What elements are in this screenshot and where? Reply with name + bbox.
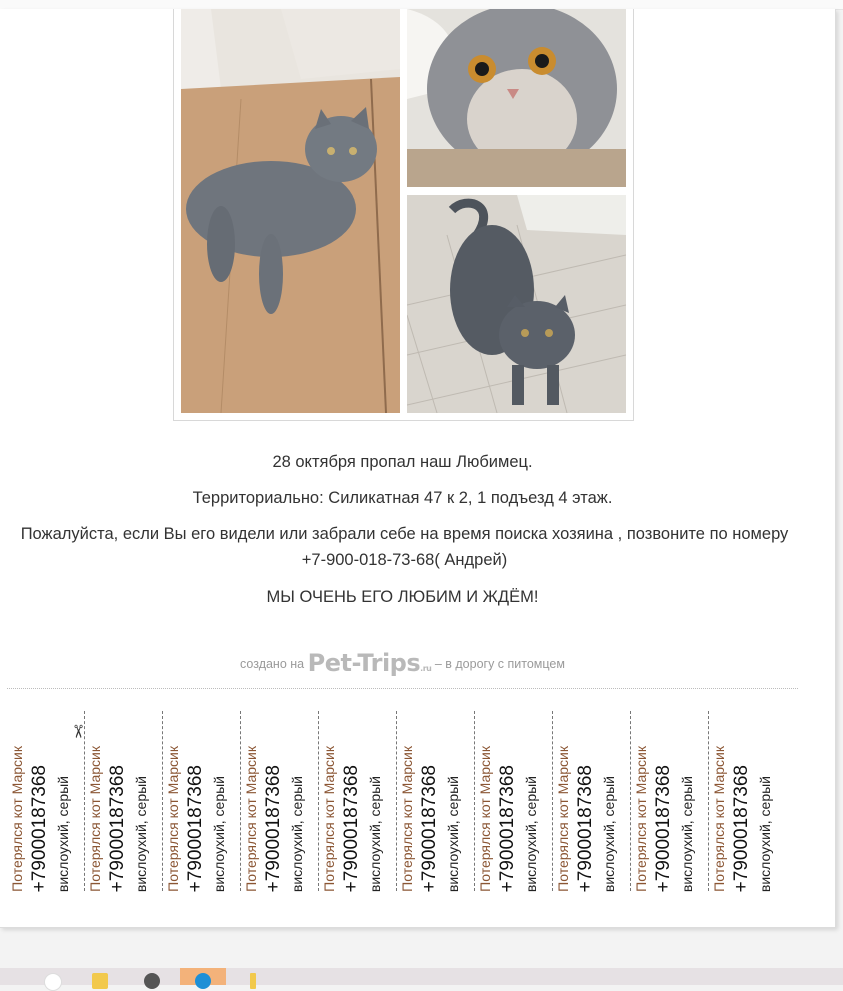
taskbar-settings-icon[interactable] [144, 973, 160, 989]
tearoff-strip[interactable] [163, 709, 241, 894]
cat-photo-face [407, 9, 626, 187]
strip-description: вислоухий, серый [757, 775, 773, 892]
strip-phone: +79000187368 [731, 764, 752, 892]
taskbar-notes-icon[interactable] [250, 973, 256, 989]
tearoff-strips [0, 709, 790, 894]
strip-description: вислоухий, серый [133, 775, 149, 892]
strip-title: Потерялся кот Марсик [399, 746, 415, 892]
cat-photo-lying [181, 9, 400, 413]
strip-title: Потерялся кот Марсик [165, 746, 181, 892]
brand-name: Pet-Trips [307, 649, 421, 677]
strip-description: вислоухий, серый [679, 775, 695, 892]
strip-phone: +79000187368 [653, 764, 674, 892]
tearoff-strip[interactable] [553, 709, 631, 894]
tearoff-strip[interactable] [241, 709, 319, 894]
taskbar-browser-icon[interactable] [195, 973, 211, 989]
pet-trips-logo[interactable] [308, 649, 432, 677]
tearoff-strip[interactable] [475, 709, 553, 894]
poster-page [0, 9, 836, 928]
credits-prefix: создано на [240, 657, 305, 671]
credits-suffix: – в дорогу с питомцем [434, 657, 565, 671]
strip-description: вислоухий, серый [211, 775, 227, 892]
strip-title: Потерялся кот Марсик [477, 746, 493, 892]
love-message-text: МЫ ОЧЕНЬ ЕГО ЛЮБИМ И ЖДЁМ! [266, 588, 539, 606]
strip-description: вислоухий, серый [601, 775, 617, 892]
taskbar-active-app[interactable] [180, 968, 226, 985]
strip-phone: +79000187368 [29, 764, 50, 892]
credits-line [0, 649, 805, 677]
strip-title: Потерялся кот Марсик [633, 746, 649, 892]
strip-description: вислоухий, серый [289, 775, 305, 892]
strip-description: вислоухий, серый [523, 775, 539, 892]
strip-phone: +79000187368 [263, 764, 284, 892]
tearoff-strip[interactable] [631, 709, 709, 894]
strip-title: Потерялся кот Марсик [9, 746, 25, 892]
cut-line [7, 688, 798, 689]
strip-phone: +79000187368 [497, 764, 518, 892]
strip-phone: +79000187368 [575, 764, 596, 892]
scissors-icon: ✂ [68, 723, 89, 740]
taskbar-folder-icon[interactable] [92, 973, 108, 989]
strip-phone: +79000187368 [419, 764, 440, 892]
tearoff-strip[interactable] [709, 709, 787, 894]
strip-description: вислоухий, серый [445, 775, 461, 892]
contact-request-text: Пожалуйста, если Вы его видели или забрали себе на время поиска хозяина , позвоните по номеру +7-900-018-73-68( Андрей) [20, 525, 789, 569]
strip-phone: +79000187368 [341, 764, 362, 892]
strip-description: вислоухий, серый [55, 775, 71, 892]
strip-title: Потерялся кот Марсик [87, 746, 103, 892]
strip-phone: +79000187368 [107, 764, 128, 892]
photo-collage [173, 9, 634, 421]
taskbar-gmail-icon[interactable] [44, 973, 62, 991]
tearoff-strip[interactable] [85, 709, 163, 894]
tearoff-strip[interactable] [319, 709, 397, 894]
strip-title: Потерялся кот Марсик [711, 746, 727, 892]
location-text: Территориально: Силикатная 47 к 2, 1 подъезд 4 этаж. [192, 489, 613, 507]
strip-title: Потерялся кот Марсик [555, 746, 571, 892]
strip-description: вислоухий, серый [367, 775, 383, 892]
tearoff-strip[interactable] [397, 709, 475, 894]
taskbar [0, 968, 843, 985]
cat-photo-standing [407, 195, 626, 413]
strip-phone: +79000187368 [185, 764, 206, 892]
lost-date-text: 28 октября пропал наш Любимец. [272, 453, 533, 471]
strip-title: Потерялся кот Марсик [321, 746, 337, 892]
brand-suffix: .ru [420, 664, 432, 673]
strip-title: Потерялся кот Марсик [243, 746, 259, 892]
